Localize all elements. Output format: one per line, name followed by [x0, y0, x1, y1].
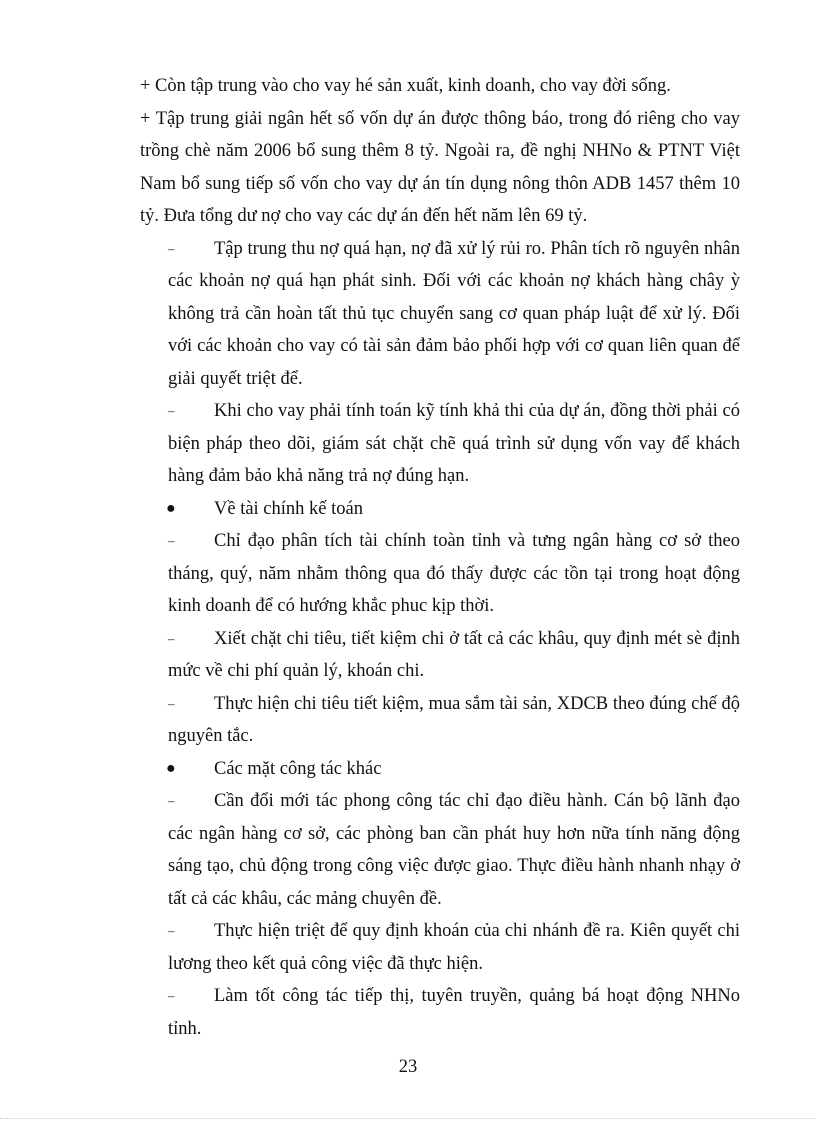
section-heading-text: Các mặt công tác khác	[214, 758, 382, 779]
dash-list-text: Thực hiện triệt để quy định khoán của chi nhánh đề ra. Kiên quyết chi lương theo kết quả công việc đã thực hiện.	[168, 921, 740, 974]
page-body	[140, 70, 740, 1045]
dash-list-item	[140, 525, 740, 623]
section-heading-other	[140, 753, 740, 786]
section-heading-finance	[140, 493, 740, 526]
dash-marker: –	[168, 988, 175, 1003]
bullet-icon: ●	[166, 759, 176, 777]
dash-list-text: Tập trung thu nợ quá hạn, nợ đã xử lý rủi ro. Phân tích rõ nguyên nhân các khoản nợ quá hạn phát sinh. Đối với các khoản nợ khách hàng chây ỳ không trả cần hoàn tất thủ tục chuyển sang cơ quan pháp luật để xử lý. Đối với các khoản cho vay có tài sản đảm bảo phối hợp với cơ quan liên quan để giải quyết triệt để.	[168, 238, 740, 389]
dash-marker: –	[168, 630, 175, 646]
bullet-icon: ●	[166, 499, 176, 517]
page-number: 23	[398, 1057, 418, 1077]
dash-list-item	[140, 395, 740, 493]
dash-list-text: Khi cho vay phải tính toán kỹ tính khả thi của dự án, đồng thời phải có biện pháp theo dõi, giám sát chặt chẽ quá trình sử dụng vốn vay để khách hàng đảm bảo khả năng trả nợ đúng hạn.	[168, 401, 740, 486]
dash-marker: –	[168, 923, 175, 938]
dash-marker: –	[168, 403, 175, 418]
dash-list-text: Cần đổi mới tác phong công tác chỉ đạo điều hành. Cán bộ lãnh đạo các ngân hàng cơ sở, các phòng ban cần phát huy hơn nữa tính năng động sáng tạo, chủ động trong công việc được giao. Thực điều hành nhanh nhạy ở tất cả các khâu, các mảng chuyên đề.	[168, 791, 740, 909]
dash-list-item	[140, 233, 740, 396]
dash-marker: –	[168, 695, 175, 711]
section-heading-text: Về tài chính kế toán	[214, 498, 363, 519]
footer-divider	[0, 1118, 816, 1119]
dash-list-item	[140, 688, 740, 753]
dash-list-text: Làm tốt công tác tiếp thị, tuyên truyền, quảng bá hoạt động NHNo tỉnh.	[168, 986, 740, 1039]
dash-list-item	[140, 623, 740, 688]
dash-marker: –	[168, 240, 175, 256]
plus-paragraph: + Tập trung giải ngân hết số vốn dự án được thông báo, trong đó riêng cho vay trồng chè năm 2006 bổ sung thêm 8 tỷ. Ngoài ra, đề nghị NHNo & PTNT Việt Nam bổ sung tiếp số vốn cho vay dự án tín dụng nông thôn ADB 1457 thêm 10 tỷ. Đưa tổng dư nợ cho vay các dự án đến hết năm lên 69 tỷ.	[140, 108, 740, 226]
plus-paragraph: + Còn tập trung vào cho vay hé sản xuất, kinh doanh, cho vay đời sống.	[140, 76, 671, 96]
dash-list-text: Thực hiện chi tiêu tiết kiệm, mua sắm tài sản, XDCB theo đúng chế độ nguyên tắc.	[168, 693, 740, 746]
dash-list-item	[140, 915, 740, 980]
dash-marker: –	[168, 533, 175, 548]
dash-list-text: Chỉ đạo phân tích tài chính toàn tỉnh và tưng ngân hàng cơ sở theo tháng, quý, năm nhằm thông qua đó thấy được các tồn tại trong hoạt động kinh doanh để có hướng khắc phuc kịp thời.	[168, 531, 740, 616]
dash-list-text: Xiết chặt chi tiêu, tiết kiệm chi ở tất cả các khâu, quy định mét sè định mức về chi phí quản lý, khoán chi.	[168, 628, 740, 681]
dash-list-item	[140, 785, 740, 915]
dash-list-item	[140, 980, 740, 1045]
dash-marker: –	[168, 793, 175, 808]
